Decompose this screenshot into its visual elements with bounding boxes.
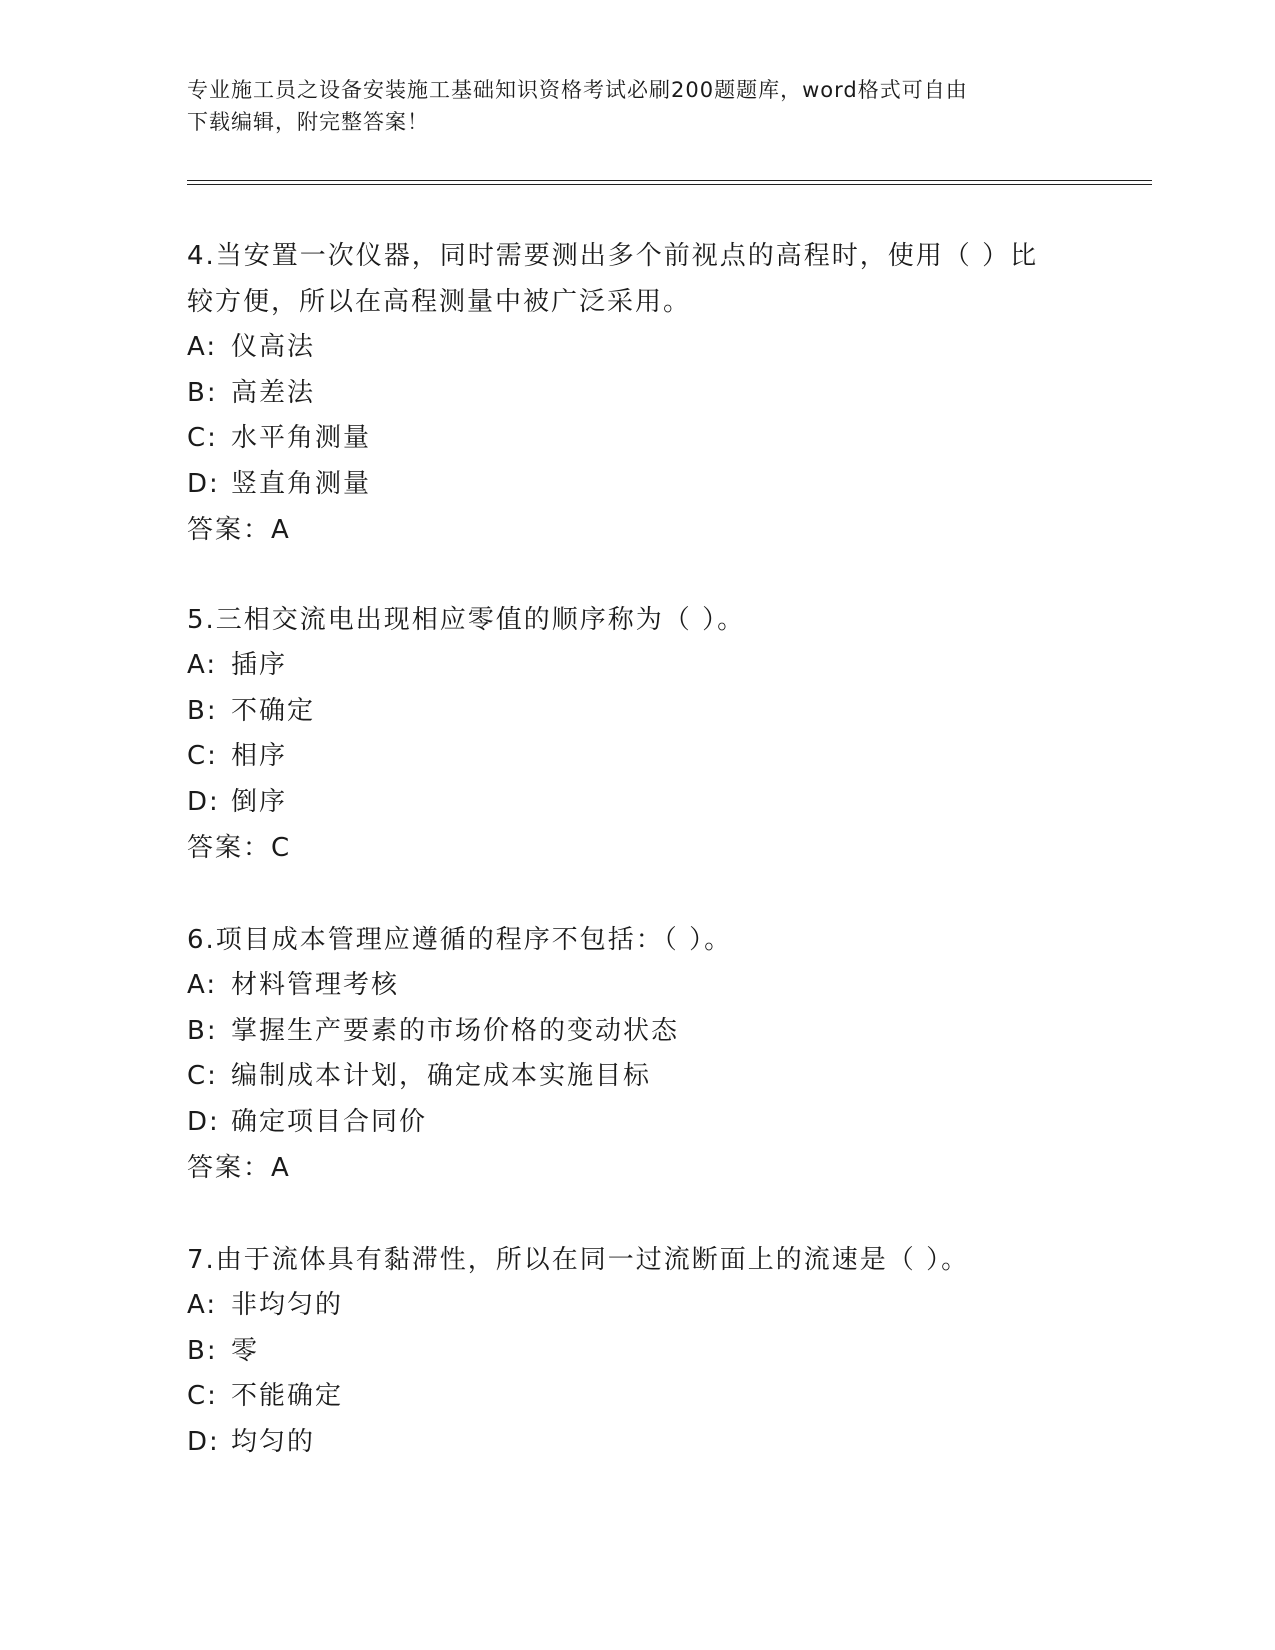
header-divider-top [187, 180, 1152, 181]
option-text: 竖直角测量 [231, 468, 372, 499]
option-text: 插序 [231, 650, 288, 680]
option-key: C: [187, 1061, 218, 1091]
option-b [187, 1009, 1087, 1055]
option-d [187, 1420, 1087, 1466]
document-header: 专业施工员之设备安装施工基础知识资格考试必刷200题题库，word格式可自由 下载编辑，附完整答案！ [187, 78, 968, 134]
option-text: 编制成本计划，确定成本实施目标 [231, 1061, 652, 1091]
question-7 [187, 1237, 1087, 1465]
option-text: 掌握生产要素的市场价格的变动状态 [231, 1015, 680, 1046]
option-d [187, 462, 1087, 508]
option-key: D: [187, 1106, 220, 1137]
question-stem: 6.项目成本管理应遵循的程序不包括：（ ）。 [187, 925, 733, 955]
option-key: C: [187, 423, 218, 453]
option-text: 不能确定 [231, 1381, 344, 1411]
option-a [187, 325, 1087, 371]
header-divider-bottom [187, 184, 1152, 185]
option-text: 水平角测量 [231, 423, 372, 453]
option-key: D: [187, 786, 220, 817]
option-c [187, 416, 1087, 462]
option-d [187, 780, 1087, 826]
option-text: 零 [231, 1335, 260, 1366]
option-text: 仪高法 [231, 332, 316, 362]
option-a [187, 643, 1087, 689]
question-stem: 5.三相交流电出现相应零值的顺序称为（ ）。 [187, 605, 746, 635]
option-key: C: [187, 1381, 218, 1411]
option-b [187, 689, 1087, 735]
option-b [187, 1329, 1087, 1375]
option-a [187, 1283, 1087, 1329]
answer: 答案：C [187, 833, 292, 863]
option-key: C: [187, 741, 218, 771]
question-4 [187, 233, 1087, 553]
answer: 答案：A [187, 515, 291, 545]
option-key: B: [187, 377, 218, 408]
option-key: A: [187, 332, 218, 362]
question-stem: 7.由于流体具有黏滞性，所以在同一过流断面上的流速是（ ）。 [187, 1245, 970, 1275]
option-text: 确定项目合同价 [231, 1106, 428, 1137]
option-c [187, 1054, 1087, 1100]
option-text: 均匀的 [231, 1426, 316, 1457]
option-d [187, 1100, 1087, 1146]
option-text: 相序 [231, 741, 288, 771]
option-text: 倒序 [231, 786, 288, 817]
option-key: D: [187, 468, 220, 499]
option-text: 非均匀的 [231, 1290, 344, 1320]
option-key: B: [187, 1335, 218, 1366]
answer: 答案：A [187, 1153, 291, 1183]
option-c [187, 734, 1087, 780]
option-key: A: [187, 970, 218, 1000]
question-6 [187, 917, 1087, 1191]
option-text: 材料管理考核 [231, 970, 400, 1000]
question-5 [187, 597, 1087, 871]
option-b [187, 371, 1087, 417]
option-key: D: [187, 1426, 220, 1457]
option-a [187, 963, 1087, 1009]
option-key: A: [187, 650, 218, 680]
option-text: 不确定 [231, 695, 316, 726]
option-key: B: [187, 695, 218, 726]
option-key: B: [187, 1015, 218, 1046]
question-stem: 4.当安置一次仪器，同时需要测出多个前视点的高程时，使用（ ）比 较方便，所以在高程测量中被广泛采用。 [187, 241, 1039, 317]
option-text: 高差法 [231, 377, 316, 408]
option-c [187, 1374, 1087, 1420]
option-key: A: [187, 1290, 218, 1320]
